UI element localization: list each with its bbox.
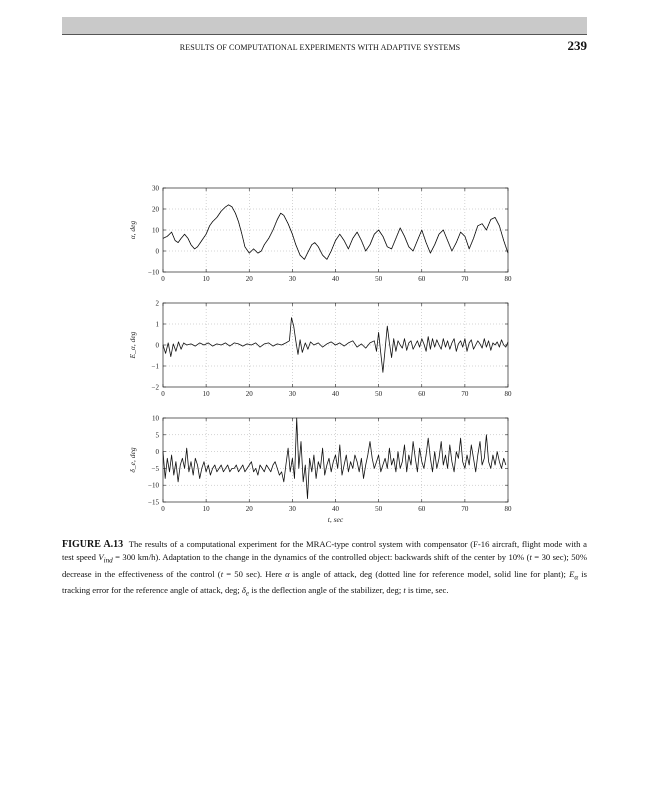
- panel-3-x-tick-label: 40: [332, 505, 339, 513]
- panel-2-x-tick-label: 60: [418, 390, 426, 398]
- panel-3-x-tick-label: 30: [288, 505, 296, 513]
- panel-1-x-tick-label: 40: [332, 275, 339, 283]
- figure-label: FIGURE A.13: [62, 539, 124, 550]
- panel-2-x-tick-label: 40: [332, 390, 339, 398]
- panel-2-y-tick-label: −2: [151, 383, 159, 392]
- panel-3-x-tick-label: 20: [245, 505, 253, 513]
- panel-2-y-tick-label: 2: [155, 299, 159, 308]
- panel-2-y-tick-label: 0: [155, 341, 159, 350]
- panel-1-y-axis-label: α, deg: [128, 220, 137, 240]
- panel-3-x-axis-label: t, sec: [327, 515, 344, 524]
- panel-3-y-tick-label: 5: [155, 431, 159, 440]
- panel-1-x-tick-label: 80: [504, 275, 512, 283]
- panel-3-y-tick-label: −15: [148, 498, 159, 507]
- panel-2-x-tick-label: 80: [504, 390, 512, 398]
- panel-1-x-tick-label: 0: [161, 275, 165, 283]
- caption-text: The results of a computational experiment for the MRAC-type control system with compensator (F-16 aircraft, flight mode with a test speed $V_{ind} = 300$ km/h). Adaptation to the change in the dynamics of the controlled object: backwards shift of the center by 10% (t = 30 sec); 50% decrease in the effectiveness of the control (t = 50 sec). Here α is angle of attack, deg (dotted line for reference model, solid line for plant); $E_\alpha$ is tracking error for the reference angle of attack, deg; $\delta_e$ is the deflection angle of the stabilizer, deg; t is time, sec.: [62, 539, 588, 599]
- panel-1-y-tick-label: 10: [152, 226, 159, 235]
- panel-3-y-axis-label: δ_e, deg: [128, 447, 137, 473]
- panel-2-y-tick-label: 1: [155, 320, 159, 329]
- panel-2-y-tick-label: −1: [151, 362, 159, 371]
- panel-2-x-tick-label: 0: [161, 390, 165, 398]
- panel-3-x-tick-label: 70: [461, 505, 469, 513]
- panel-1-x-tick-label: 20: [245, 275, 253, 283]
- panel-2-x-tick-label: 30: [288, 390, 296, 398]
- panel-3-y-tick-label: 0: [155, 448, 159, 457]
- panel-3-y-tick-label: 10: [152, 414, 159, 423]
- panel-3-series-1-solid-line: [163, 418, 506, 499]
- panel-1-x-tick-label: 60: [418, 275, 426, 283]
- panel-1-x-tick-label: 10: [202, 275, 210, 283]
- panel-3-y-tick-label: −10: [148, 481, 159, 490]
- panel-2-series-1-solid-line: [163, 318, 508, 373]
- panel-1-y-tick-label: −10: [148, 268, 159, 277]
- panel-3-x-tick-label: 80: [504, 505, 512, 513]
- figure-caption: [62, 538, 587, 601]
- panel-2-x-tick-label: 70: [461, 390, 469, 398]
- panel-2-x-tick-label: 20: [245, 390, 253, 398]
- panel-1-y-tick-label: 20: [152, 205, 159, 214]
- panel-3-x-tick-label: 60: [418, 505, 426, 513]
- panel-1-y-tick-label: 0: [155, 247, 159, 256]
- running-head: RESULTS OF COMPUTATIONAL EXPERIMENTS WITH ADAPTIVE SYSTEMS: [179, 43, 461, 52]
- panel-1-x-tick-label: 70: [461, 275, 469, 283]
- panel-3-y-tick-label: −5: [151, 464, 159, 473]
- panel-3-x-tick-label: 10: [202, 505, 210, 513]
- page-number: 239: [567, 38, 587, 53]
- panel-1-y-tick-label: 30: [152, 184, 159, 193]
- panel-2-y-axis-label: E_α, deg: [128, 331, 137, 359]
- panel-2-x-tick-label: 10: [202, 390, 210, 398]
- panel-1-x-tick-label: 30: [288, 275, 296, 283]
- panel-1-x-tick-label: 50: [375, 275, 383, 283]
- panel-3-x-tick-label: 0: [161, 505, 165, 513]
- panel-2-x-tick-label: 50: [375, 390, 383, 398]
- panel-3-x-tick-label: 50: [375, 505, 383, 513]
